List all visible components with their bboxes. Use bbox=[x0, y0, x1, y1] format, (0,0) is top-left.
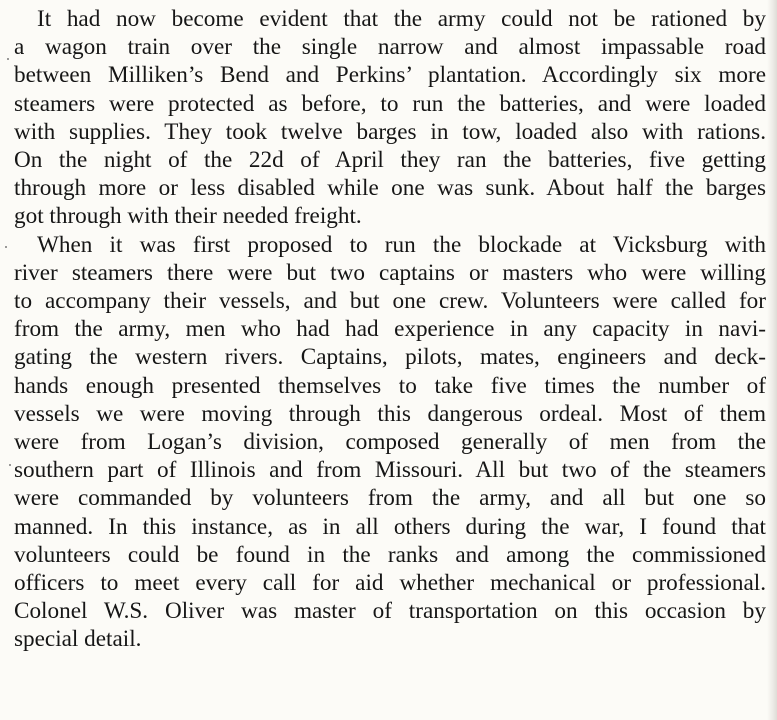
text-line: a wagon train over the single narrow and almost impassable road bbox=[14, 34, 766, 61]
text-line: vessels we were moving through this dangerous ordeal. Most of them bbox=[14, 400, 766, 427]
text-line: manned. In this instance, as in all others during the war, I found that bbox=[14, 513, 766, 540]
scan-speck bbox=[9, 464, 11, 466]
text-line: gating the western rivers. Captains, pilots, mates, engineers and deck- bbox=[14, 344, 766, 371]
text-line: between Milliken’s Bend and Perkins’ plantation. Accordingly six more bbox=[14, 62, 766, 89]
text-line: from the army, men who had had experience in any capacity in navi- bbox=[14, 316, 766, 343]
text-line: Colonel W.S. Oliver was master of transportation on this occasion by bbox=[14, 598, 766, 625]
text-line: were commanded by volunteers from the army, and all but one so bbox=[14, 485, 766, 512]
text-line: When it was first proposed to run the blockade at Vicksburg with bbox=[37, 231, 766, 258]
paragraph-1 bbox=[14, 5, 766, 231]
text-line: southern part of Illinois and from Missouri. All but two of the steamers bbox=[14, 457, 766, 484]
text-line: officers to meet every call for aid whether mechanical or professional. bbox=[14, 570, 766, 597]
text-line: to accompany their vessels, and but one crew. Volunteers were called for bbox=[14, 288, 766, 315]
text-line: got through with their needed freight. bbox=[14, 203, 362, 230]
text-line: steamers were protected as before, to run the batteries, and were loaded bbox=[14, 90, 766, 117]
text-line: On the night of the 22d of April they ran the batteries, five getting bbox=[14, 147, 766, 174]
scan-speck bbox=[5, 246, 7, 248]
text-line: river steamers there were but two captains or masters who were willing bbox=[14, 259, 766, 286]
scan-edge-shadow bbox=[767, 0, 777, 720]
text-line: hands enough presented themselves to take five times the number of bbox=[14, 372, 766, 399]
text-line: with supplies. They took twelve barges in tow, loaded also with rations. bbox=[14, 118, 766, 145]
paragraph-2 bbox=[14, 231, 766, 654]
text-line: through more or less disabled while one was sunk. About half the barges bbox=[14, 175, 766, 202]
text-line: were from Logan’s division, composed generally of men from the bbox=[14, 429, 766, 456]
body-text bbox=[14, 5, 766, 654]
text-line: special detail. bbox=[14, 626, 142, 653]
text-line: It had now become evident that the army could not be rationed by bbox=[37, 6, 766, 32]
scan-speck bbox=[7, 58, 9, 60]
text-line: volunteers could be found in the ranks and among the commissioned bbox=[14, 541, 766, 568]
